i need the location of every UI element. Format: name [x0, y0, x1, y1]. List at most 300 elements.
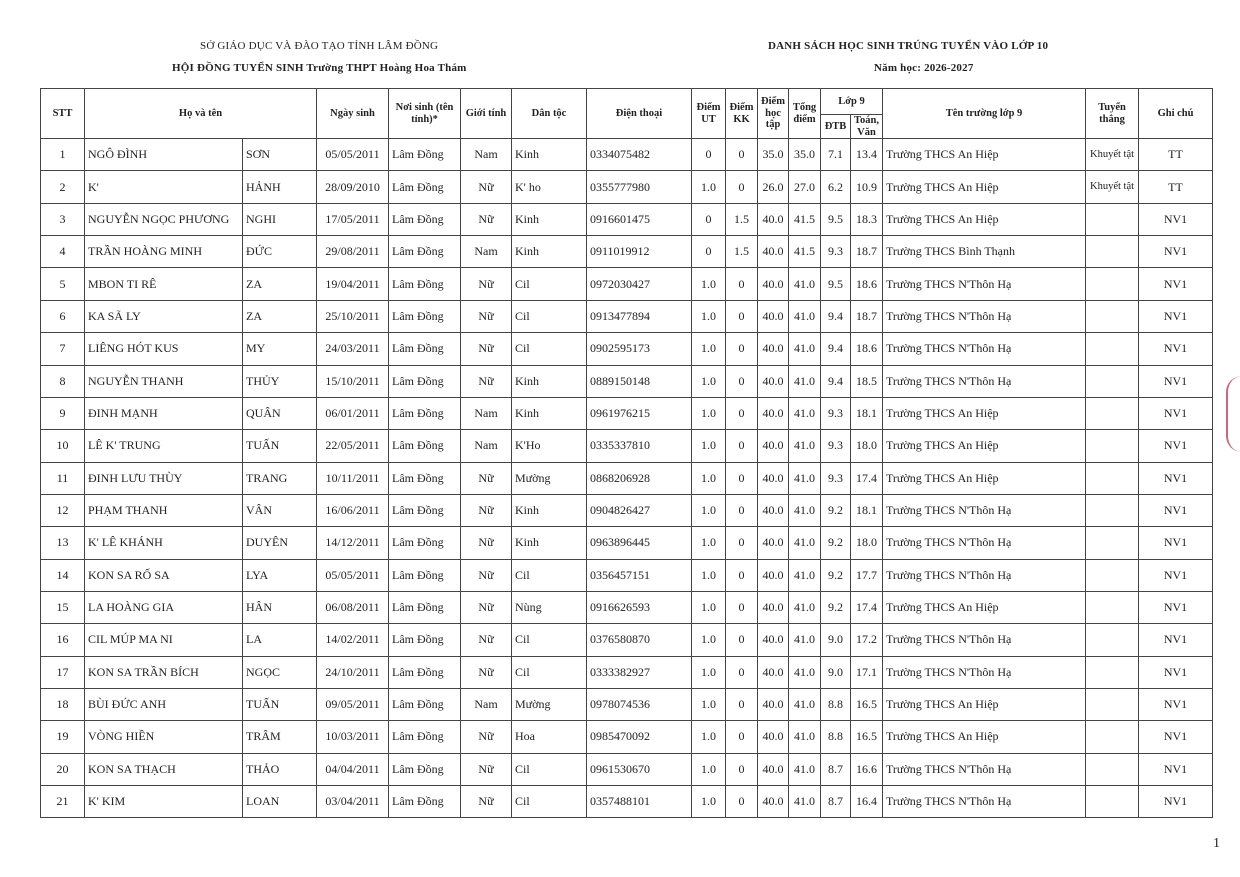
- cell-total-score: 41.5: [789, 203, 821, 235]
- cell-direct-admission: [1086, 785, 1139, 817]
- cell-note: TT: [1139, 171, 1213, 203]
- table-row: [41, 591, 1213, 623]
- cell-birthplace: Lâm Đồng: [389, 171, 461, 203]
- cell-study-score: 40.0: [758, 236, 789, 268]
- cell-note: NV1: [1139, 365, 1213, 397]
- cell-birthplace: Lâm Đồng: [389, 688, 461, 720]
- col-direct-admission: Tuyển thẳng: [1086, 89, 1139, 139]
- cell-note: NV1: [1139, 721, 1213, 753]
- cell-dob: 06/01/2011: [317, 397, 389, 429]
- cell-study-score: 40.0: [758, 397, 789, 429]
- cell-note: NV1: [1139, 785, 1213, 817]
- cell-first-name: LA: [243, 624, 317, 656]
- cell-direct-admission: [1086, 688, 1139, 720]
- cell-study-score: 40.0: [758, 494, 789, 526]
- cell-stt: 19: [41, 721, 85, 753]
- cell-gender: Nữ: [461, 559, 512, 591]
- admission-council: HỘI ĐỒNG TUYỂN SINH Trường THPT Hoàng Hoa Thám: [172, 62, 467, 74]
- cell-last-name: ĐINH MẠNH: [85, 397, 243, 429]
- cell-note: NV1: [1139, 591, 1213, 623]
- cell-first-name: HẢNH: [243, 171, 317, 203]
- cell-dob: 04/04/2011: [317, 753, 389, 785]
- table-row: [41, 559, 1213, 591]
- cell-gpa: 9.0: [821, 624, 851, 656]
- cell-gpa: 9.0: [821, 656, 851, 688]
- cell-dob: 10/11/2011: [317, 462, 389, 494]
- cell-bonus-score: 0: [726, 333, 758, 365]
- cell-ethnicity: Mường: [512, 462, 587, 494]
- cell-bonus-score: 0: [726, 624, 758, 656]
- cell-priority-score: 1.0: [692, 268, 726, 300]
- cell-dob: 29/08/2011: [317, 236, 389, 268]
- cell-gpa: 9.3: [821, 462, 851, 494]
- cell-math-literature: 16.5: [851, 721, 883, 753]
- cell-dob: 03/04/2011: [317, 785, 389, 817]
- cell-total-score: 27.0: [789, 171, 821, 203]
- table-row: [41, 494, 1213, 526]
- cell-note: NV1: [1139, 527, 1213, 559]
- cell-birthplace: Lâm Đồng: [389, 462, 461, 494]
- cell-gpa: 6.2: [821, 171, 851, 203]
- cell-priority-score: 1.0: [692, 624, 726, 656]
- cell-direct-admission: Khuyết tật: [1086, 171, 1139, 203]
- cell-total-score: 41.0: [789, 785, 821, 817]
- cell-birthplace: Lâm Đồng: [389, 785, 461, 817]
- cell-direct-admission: [1086, 494, 1139, 526]
- cell-study-score: 40.0: [758, 527, 789, 559]
- cell-priority-score: 1.0: [692, 753, 726, 785]
- cell-direct-admission: [1086, 753, 1139, 785]
- cell-gender: Nữ: [461, 171, 512, 203]
- cell-last-name: NGUYỄN THANH: [85, 365, 243, 397]
- cell-direct-admission: [1086, 559, 1139, 591]
- cell-gender: Nam: [461, 236, 512, 268]
- cell-bonus-score: 0: [726, 494, 758, 526]
- cell-last-name: LÊ K' TRUNG: [85, 430, 243, 462]
- cell-school: Trường THCS N'Thôn Hạ: [883, 656, 1086, 688]
- col-name: Họ và tên: [85, 89, 317, 139]
- cell-note: NV1: [1139, 333, 1213, 365]
- cell-total-score: 41.0: [789, 688, 821, 720]
- cell-gpa: 9.2: [821, 494, 851, 526]
- col-stt: STT: [41, 89, 85, 139]
- cell-school: Trường THCS N'Thôn Hạ: [883, 300, 1086, 332]
- cell-study-score: 40.0: [758, 268, 789, 300]
- cell-birthplace: Lâm Đồng: [389, 591, 461, 623]
- cell-birthplace: Lâm Đồng: [389, 365, 461, 397]
- cell-total-score: 35.0: [789, 139, 821, 171]
- cell-first-name: LOAN: [243, 785, 317, 817]
- cell-priority-score: 1.0: [692, 656, 726, 688]
- cell-math-literature: 17.1: [851, 656, 883, 688]
- cell-phone: 0334075482: [587, 139, 692, 171]
- cell-study-score: 35.0: [758, 139, 789, 171]
- cell-total-score: 41.0: [789, 268, 821, 300]
- cell-math-literature: 17.4: [851, 591, 883, 623]
- cell-gpa: 9.3: [821, 430, 851, 462]
- col-bonus-score: Điểm KK: [726, 89, 758, 139]
- cell-gender: Nữ: [461, 268, 512, 300]
- cell-stt: 9: [41, 397, 85, 429]
- cell-first-name: DUYÊN: [243, 527, 317, 559]
- col-ethnicity: Dân tộc: [512, 89, 587, 139]
- cell-first-name: ZA: [243, 300, 317, 332]
- cell-direct-admission: Khuyết tật: [1086, 139, 1139, 171]
- cell-bonus-score: 0: [726, 656, 758, 688]
- cell-ethnicity: Kinh: [512, 203, 587, 235]
- cell-first-name: TRÂM: [243, 721, 317, 753]
- cell-first-name: THỦY: [243, 365, 317, 397]
- cell-birthplace: Lâm Đồng: [389, 559, 461, 591]
- cell-gpa: 9.2: [821, 591, 851, 623]
- cell-total-score: 41.0: [789, 300, 821, 332]
- cell-math-literature: 13.4: [851, 139, 883, 171]
- cell-note: NV1: [1139, 300, 1213, 332]
- cell-bonus-score: 0: [726, 462, 758, 494]
- cell-total-score: 41.0: [789, 591, 821, 623]
- cell-study-score: 40.0: [758, 785, 789, 817]
- cell-total-score: 41.0: [789, 559, 821, 591]
- red-stamp-edge: [1226, 376, 1240, 452]
- page-title: DANH SÁCH HỌC SINH TRÚNG TUYỂN VÀO LỚP 10: [768, 40, 1049, 52]
- cell-phone: 0904826427: [587, 494, 692, 526]
- cell-first-name: ZA: [243, 268, 317, 300]
- cell-math-literature: 18.3: [851, 203, 883, 235]
- col-grade9: Lớp 9: [821, 89, 883, 115]
- table-row: [41, 203, 1213, 235]
- cell-priority-score: 1.0: [692, 365, 726, 397]
- cell-bonus-score: 0: [726, 139, 758, 171]
- cell-last-name: KON SA RỐ SA: [85, 559, 243, 591]
- col-total-score: Tổng điểm: [789, 89, 821, 139]
- cell-total-score: 41.0: [789, 527, 821, 559]
- cell-birthplace: Lâm Đồng: [389, 430, 461, 462]
- school-year: Năm học: 2026-2027: [874, 62, 974, 74]
- col-birthplace: Nơi sinh (tên tỉnh)*: [389, 89, 461, 139]
- cell-gpa: 9.2: [821, 559, 851, 591]
- cell-priority-score: 1.0: [692, 591, 726, 623]
- cell-math-literature: 16.4: [851, 785, 883, 817]
- cell-ethnicity: Cil: [512, 656, 587, 688]
- cell-dob: 15/10/2011: [317, 365, 389, 397]
- table-row: [41, 624, 1213, 656]
- cell-last-name: CIL MÚP MA NI: [85, 624, 243, 656]
- cell-gender: Nam: [461, 430, 512, 462]
- cell-priority-score: 0: [692, 203, 726, 235]
- cell-direct-admission: [1086, 300, 1139, 332]
- cell-note: NV1: [1139, 494, 1213, 526]
- cell-first-name: VÂN: [243, 494, 317, 526]
- cell-direct-admission: [1086, 721, 1139, 753]
- cell-last-name: K' KIM: [85, 785, 243, 817]
- cell-phone: 0902595173: [587, 333, 692, 365]
- cell-math-literature: 16.6: [851, 753, 883, 785]
- cell-ethnicity: Kinh: [512, 397, 587, 429]
- table-row: [41, 236, 1213, 268]
- cell-gpa: 9.4: [821, 300, 851, 332]
- cell-birthplace: Lâm Đồng: [389, 656, 461, 688]
- cell-direct-admission: [1086, 333, 1139, 365]
- cell-last-name: LIÊNG HÓT KUS: [85, 333, 243, 365]
- cell-birthplace: Lâm Đồng: [389, 203, 461, 235]
- cell-total-score: 41.0: [789, 494, 821, 526]
- cell-phone: 0333382927: [587, 656, 692, 688]
- cell-gender: Nam: [461, 688, 512, 720]
- cell-birthplace: Lâm Đồng: [389, 721, 461, 753]
- table-row: [41, 333, 1213, 365]
- cell-dob: 09/05/2011: [317, 688, 389, 720]
- cell-total-score: 41.0: [789, 656, 821, 688]
- cell-stt: 8: [41, 365, 85, 397]
- cell-last-name: ĐINH LƯU THÙY: [85, 462, 243, 494]
- cell-math-literature: 17.4: [851, 462, 883, 494]
- table-row: [41, 785, 1213, 817]
- cell-phone: 0376580870: [587, 624, 692, 656]
- cell-phone: 0868206928: [587, 462, 692, 494]
- cell-ethnicity: Cil: [512, 624, 587, 656]
- cell-birthplace: Lâm Đồng: [389, 300, 461, 332]
- cell-gender: Nữ: [461, 624, 512, 656]
- cell-dob: 16/06/2011: [317, 494, 389, 526]
- cell-gender: Nữ: [461, 365, 512, 397]
- cell-gpa: 9.2: [821, 527, 851, 559]
- cell-note: NV1: [1139, 268, 1213, 300]
- table-row: [41, 365, 1213, 397]
- cell-gpa: 9.4: [821, 333, 851, 365]
- cell-direct-admission: [1086, 268, 1139, 300]
- cell-gender: Nam: [461, 139, 512, 171]
- table-row: [41, 268, 1213, 300]
- cell-priority-score: 0: [692, 139, 726, 171]
- cell-ethnicity: Hoa: [512, 721, 587, 753]
- table-row: [41, 171, 1213, 203]
- cell-dob: 24/03/2011: [317, 333, 389, 365]
- cell-ethnicity: K' ho: [512, 171, 587, 203]
- cell-last-name: BÙI ĐỨC ANH: [85, 688, 243, 720]
- cell-phone: 0961976215: [587, 397, 692, 429]
- cell-last-name: TRẦN HOÀNG MINH: [85, 236, 243, 268]
- col-priority-score: Điểm UT: [692, 89, 726, 139]
- cell-school: Trường THCS N'Thôn Hạ: [883, 785, 1086, 817]
- cell-dob: 14/02/2011: [317, 624, 389, 656]
- cell-gender: Nữ: [461, 656, 512, 688]
- cell-ethnicity: Cil: [512, 785, 587, 817]
- cell-total-score: 41.0: [789, 397, 821, 429]
- cell-math-literature: 16.5: [851, 688, 883, 720]
- cell-ethnicity: Kinh: [512, 139, 587, 171]
- cell-phone: 0978074536: [587, 688, 692, 720]
- cell-dob: 06/08/2011: [317, 591, 389, 623]
- cell-math-literature: 18.0: [851, 527, 883, 559]
- cell-phone: 0961530670: [587, 753, 692, 785]
- cell-bonus-score: 0: [726, 430, 758, 462]
- cell-gender: Nữ: [461, 462, 512, 494]
- cell-priority-score: 0: [692, 236, 726, 268]
- cell-bonus-score: 0: [726, 785, 758, 817]
- cell-birthplace: Lâm Đồng: [389, 397, 461, 429]
- cell-note: TT: [1139, 139, 1213, 171]
- cell-priority-score: 1.0: [692, 333, 726, 365]
- cell-direct-admission: [1086, 203, 1139, 235]
- cell-dob: 05/05/2011: [317, 139, 389, 171]
- cell-school: Trường THCS N'Thôn Hạ: [883, 494, 1086, 526]
- cell-bonus-score: 0: [726, 688, 758, 720]
- cell-first-name: TUẤN: [243, 688, 317, 720]
- cell-priority-score: 1.0: [692, 171, 726, 203]
- cell-gender: Nữ: [461, 203, 512, 235]
- cell-gender: Nữ: [461, 333, 512, 365]
- cell-priority-score: 1.0: [692, 688, 726, 720]
- cell-last-name: K': [85, 171, 243, 203]
- cell-first-name: MY: [243, 333, 317, 365]
- cell-stt: 12: [41, 494, 85, 526]
- cell-bonus-score: 0: [726, 721, 758, 753]
- cell-study-score: 40.0: [758, 721, 789, 753]
- cell-stt: 4: [41, 236, 85, 268]
- cell-ethnicity: Cil: [512, 753, 587, 785]
- cell-math-literature: 17.2: [851, 624, 883, 656]
- cell-school: Trường THCS Bình Thạnh: [883, 236, 1086, 268]
- cell-phone: 0985470092: [587, 721, 692, 753]
- cell-gpa: 8.7: [821, 753, 851, 785]
- table-row: [41, 688, 1213, 720]
- cell-note: NV1: [1139, 203, 1213, 235]
- cell-gpa: 8.8: [821, 721, 851, 753]
- cell-gpa: 8.8: [821, 688, 851, 720]
- cell-note: NV1: [1139, 430, 1213, 462]
- cell-gender: Nữ: [461, 527, 512, 559]
- cell-study-score: 40.0: [758, 333, 789, 365]
- col-school: Tên trường lớp 9: [883, 89, 1086, 139]
- cell-math-literature: 18.0: [851, 430, 883, 462]
- cell-gpa: 9.5: [821, 268, 851, 300]
- cell-last-name: MBON TI RÊ: [85, 268, 243, 300]
- cell-direct-admission: [1086, 591, 1139, 623]
- cell-first-name: SƠN: [243, 139, 317, 171]
- cell-bonus-score: 1.5: [726, 203, 758, 235]
- cell-dob: 10/03/2011: [317, 721, 389, 753]
- col-gender: Giới tính: [461, 89, 512, 139]
- cell-math-literature: 18.5: [851, 365, 883, 397]
- cell-last-name: VÒNG HIỀN: [85, 721, 243, 753]
- cell-direct-admission: [1086, 236, 1139, 268]
- cell-school: Trường THCS N'Thôn Hạ: [883, 365, 1086, 397]
- cell-bonus-score: 0: [726, 300, 758, 332]
- cell-gender: Nữ: [461, 753, 512, 785]
- cell-stt: 18: [41, 688, 85, 720]
- cell-priority-score: 1.0: [692, 430, 726, 462]
- cell-phone: 0356457151: [587, 559, 692, 591]
- page-number: 1: [1213, 836, 1220, 851]
- cell-direct-admission: [1086, 462, 1139, 494]
- cell-stt: 2: [41, 171, 85, 203]
- cell-school: Trường THCS An Hiệp: [883, 139, 1086, 171]
- cell-priority-score: 1.0: [692, 721, 726, 753]
- cell-stt: 3: [41, 203, 85, 235]
- cell-note: NV1: [1139, 688, 1213, 720]
- department-name: SỞ GIÁO DỤC VÀ ĐÀO TẠO TỈNH LÂM ĐỒNG: [200, 40, 439, 52]
- cell-math-literature: 10.9: [851, 171, 883, 203]
- cell-direct-admission: [1086, 397, 1139, 429]
- cell-bonus-score: 0: [726, 753, 758, 785]
- cell-school: Trường THCS N'Thôn Hạ: [883, 527, 1086, 559]
- cell-direct-admission: [1086, 656, 1139, 688]
- cell-school: Trường THCS An Hiệp: [883, 591, 1086, 623]
- cell-last-name: KON SA THẠCH: [85, 753, 243, 785]
- table-body: [41, 139, 1213, 818]
- cell-total-score: 41.0: [789, 624, 821, 656]
- cell-note: NV1: [1139, 462, 1213, 494]
- table-row: [41, 300, 1213, 332]
- cell-bonus-score: 0: [726, 365, 758, 397]
- cell-phone: 0911019912: [587, 236, 692, 268]
- cell-birthplace: Lâm Đồng: [389, 753, 461, 785]
- cell-last-name: LA HOÀNG GIA: [85, 591, 243, 623]
- cell-priority-score: 1.0: [692, 527, 726, 559]
- cell-dob: 05/05/2011: [317, 559, 389, 591]
- cell-school: Trường THCS An Hiệp: [883, 462, 1086, 494]
- cell-note: NV1: [1139, 397, 1213, 429]
- cell-direct-admission: [1086, 624, 1139, 656]
- cell-note: NV1: [1139, 753, 1213, 785]
- table-row: [41, 139, 1213, 171]
- cell-school: Trường THCS An Hiệp: [883, 203, 1086, 235]
- cell-math-literature: 18.6: [851, 333, 883, 365]
- table-row: [41, 656, 1213, 688]
- cell-school: Trường THCS N'Thôn Hạ: [883, 753, 1086, 785]
- cell-phone: 0355777980: [587, 171, 692, 203]
- cell-first-name: THẢO: [243, 753, 317, 785]
- cell-total-score: 41.0: [789, 721, 821, 753]
- cell-priority-score: 1.0: [692, 785, 726, 817]
- cell-total-score: 41.5: [789, 236, 821, 268]
- cell-note: NV1: [1139, 624, 1213, 656]
- cell-phone: 0357488101: [587, 785, 692, 817]
- cell-study-score: 40.0: [758, 624, 789, 656]
- cell-ethnicity: Kinh: [512, 365, 587, 397]
- cell-school: Trường THCS N'Thôn Hạ: [883, 333, 1086, 365]
- cell-priority-score: 1.0: [692, 494, 726, 526]
- cell-math-literature: 17.7: [851, 559, 883, 591]
- cell-school: Trường THCS N'Thôn Hạ: [883, 268, 1086, 300]
- cell-bonus-score: 0: [726, 268, 758, 300]
- cell-dob: 24/10/2011: [317, 656, 389, 688]
- cell-ethnicity: Cil: [512, 300, 587, 332]
- cell-stt: 14: [41, 559, 85, 591]
- cell-phone: 0963896445: [587, 527, 692, 559]
- cell-study-score: 40.0: [758, 591, 789, 623]
- cell-first-name: TUẤN: [243, 430, 317, 462]
- cell-last-name: K' LÊ KHÁNH: [85, 527, 243, 559]
- cell-total-score: 41.0: [789, 365, 821, 397]
- cell-gender: Nữ: [461, 300, 512, 332]
- cell-gpa: 7.1: [821, 139, 851, 171]
- cell-direct-admission: [1086, 527, 1139, 559]
- cell-ethnicity: Kinh: [512, 494, 587, 526]
- cell-gender: Nữ: [461, 785, 512, 817]
- cell-phone: 0913477894: [587, 300, 692, 332]
- cell-bonus-score: 0: [726, 591, 758, 623]
- cell-priority-score: 1.0: [692, 559, 726, 591]
- col-study-score: Điểm học tập: [758, 89, 789, 139]
- cell-birthplace: Lâm Đồng: [389, 268, 461, 300]
- cell-school: Trường THCS An Hiệp: [883, 721, 1086, 753]
- cell-stt: 1: [41, 139, 85, 171]
- col-gpa: ĐTB: [821, 115, 851, 139]
- cell-direct-admission: [1086, 430, 1139, 462]
- cell-first-name: ĐỨC: [243, 236, 317, 268]
- cell-last-name: NGÔ ĐÌNH: [85, 139, 243, 171]
